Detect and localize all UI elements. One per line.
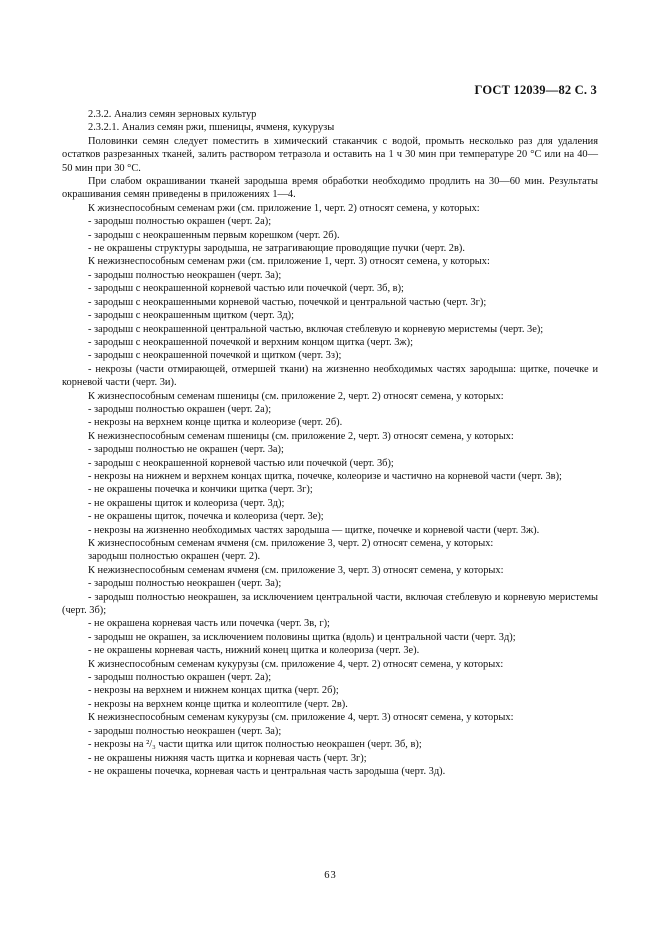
paragraph: К нежизнеспособным семенам пшеницы (см. приложение 2, черт. 3) относят семена, у которых: bbox=[88, 430, 514, 442]
list-item: - некрозы на верхнем конце щитка и колеоптиле (черт. 2в). bbox=[88, 698, 348, 710]
paragraph: К жизнеспособным семенам ржи (см. приложение 1, черт. 2) относят семена, у которых: bbox=[88, 202, 480, 214]
list-item: - некрозы на верхнем конце щитка и колеоризе (черт. 2б). bbox=[88, 417, 343, 429]
list-item: - зародыш полностью неокрашен (черт. 3а); bbox=[88, 578, 282, 590]
list-item: - зародыш с неокрашенной почечкой и щитком (черт. 3з); bbox=[88, 350, 342, 362]
list-item: - некрозы на верхнем и нижнем концах щитка (черт. 2б); bbox=[88, 685, 339, 697]
paragraph: К нежизнеспособным семенам ячменя (см. приложение 3, черт. 3) относят семена, у которых: bbox=[88, 564, 504, 576]
list-item: - зародыш с неокрашенной корневой частью или почечкой (черт. 3б); bbox=[88, 457, 394, 469]
list-item: - не окрашены корневая часть, нижний конец щитка и колеориза (черт. 3е). bbox=[88, 645, 420, 657]
section-heading: 2.3.2. Анализ семян зерновых культур bbox=[88, 109, 257, 120]
list-item: - зародыш с неокрашенным первым корешком (черт. 2б). bbox=[88, 229, 340, 241]
list-item: - зародыш с неокрашенными корневой частью, почечкой и центральной частью (черт. 3г); bbox=[88, 296, 487, 308]
list-item: - зародыш полностью неокрашен (черт. 3а); bbox=[88, 725, 282, 737]
paragraph: При слабом окрашивании тканей зародыша время обработки необходимо продлить на 30—60 мин. Результаты окрашивания семян приведены в приложениях 1—4. bbox=[62, 176, 598, 201]
list-item: - зародыш с неокрашенной почечкой и верхним концом щитка (черт. 3ж); bbox=[88, 336, 413, 348]
subsection-heading: 2.3.2.1. Анализ семян ржи, пшеницы, ячменя, кукурузы bbox=[88, 122, 335, 134]
list-item: - зародыш с неокрашенной корневой частью или почечкой (черт. 3б, в); bbox=[88, 283, 404, 295]
list-item: - зародыш полностью окрашен (черт. 2а); bbox=[88, 216, 272, 228]
list-item: - не окрашены щиток, почечка и колеориза (черт. 3е); bbox=[88, 511, 324, 523]
list-item: - зародыш не окрашен, за исключением половины щитка (вдоль) и центральной части (черт. 3д); bbox=[88, 631, 516, 643]
list-item: - зародыш полностью окрашен (черт. 2а); bbox=[88, 672, 272, 684]
list-item: - некрозы на ²/₃ части щитка или щиток полностью неокрашен (черт. 3б, в); bbox=[88, 739, 422, 751]
paragraph: К нежизнеспособным семенам кукурузы (см. приложение 4, черт. 3) относят семена, у которых: bbox=[88, 712, 514, 724]
list-item: - не окрашены почечка, корневая часть и центральная часть зародыша (черт. 3д). bbox=[88, 765, 446, 777]
paragraph: К жизнеспособным семенам пшеницы (см. приложение 2, черт. 2) относят семена, у которых: bbox=[88, 390, 504, 402]
list-item: - зародыш с неокрашенным щитком (черт. 3д); bbox=[88, 310, 294, 322]
list-item: - не окрашена корневая часть или почечка (черт. 3в, г); bbox=[88, 618, 330, 630]
list-item: - некрозы на жизненно необходимых частях зародыша — щитке, почечке и корневой части (черт. 3ж). bbox=[88, 524, 540, 536]
list-item: - не окрашены нижняя часть щитка и корневая часть (черт. 3г); bbox=[88, 752, 367, 764]
list-item: - не окрашены щиток и колеориза (черт. 3д); bbox=[88, 497, 285, 509]
list-item: зародыш полностью окрашен (черт. 2). bbox=[88, 551, 261, 563]
paragraph: Половинки семян следует поместить в химический стаканчик с водой, промыть несколько раз для удаления остатков разрезанных тканей, залить раствором тетразола и оставить на 1 ч 30 мин при температуре 20 °С или на 40—50 мин при 30 °С. bbox=[62, 135, 598, 174]
list-item: - зародыш полностью не окрашен (черт. 3а); bbox=[88, 444, 284, 456]
list-item: - зародыш с неокрашенной центральной частью, включая стеблевую и корневую меристемы (черт. 3е); bbox=[88, 323, 544, 335]
list-item: - не окрашены структуры зародыша, не затрагивающие проводящие пучки (черт. 2в). bbox=[88, 243, 465, 255]
page-header: ГОСТ 12039—82 С. 3 bbox=[474, 83, 597, 97]
page-number: 63 bbox=[324, 870, 337, 881]
paragraph: К жизнеспособным семенам кукурузы (см. приложение 4, черт. 2) относят семена, у которых: bbox=[88, 658, 504, 670]
document-body bbox=[62, 108, 598, 778]
paragraph: К жизнеспособным семенам ячменя (см. приложение 3, черт. 2) относят семена, у которых: bbox=[88, 538, 494, 549]
list-item: - некрозы (части отмирающей, отмершей ткани) на жизненно необходимых частях зародыша: щитке, почечке и корневой части (черт. 3и). bbox=[62, 363, 598, 389]
paragraph: К нежизнеспособным семенам ржи (см. приложение 1, черт. 3) относят семена, у которых: bbox=[88, 256, 490, 268]
list-item: - не окрашены почечка и кончики щитка (черт. 3г); bbox=[88, 484, 313, 496]
list-item: - зародыш полностью окрашен (черт. 2а); bbox=[88, 403, 272, 415]
list-item: - зародыш полностью неокрашен (черт. 3а); bbox=[88, 269, 282, 281]
list-item: - некрозы на нижнем и верхнем концах щитка, почечке, колеоризе и частично на корневой части (черт. 3в); bbox=[88, 470, 562, 482]
list-item: - зародыш полностью неокрашен, за исключением центральной части, включая стеблевую и корневую меристемы (черт. 3б); bbox=[62, 591, 598, 617]
